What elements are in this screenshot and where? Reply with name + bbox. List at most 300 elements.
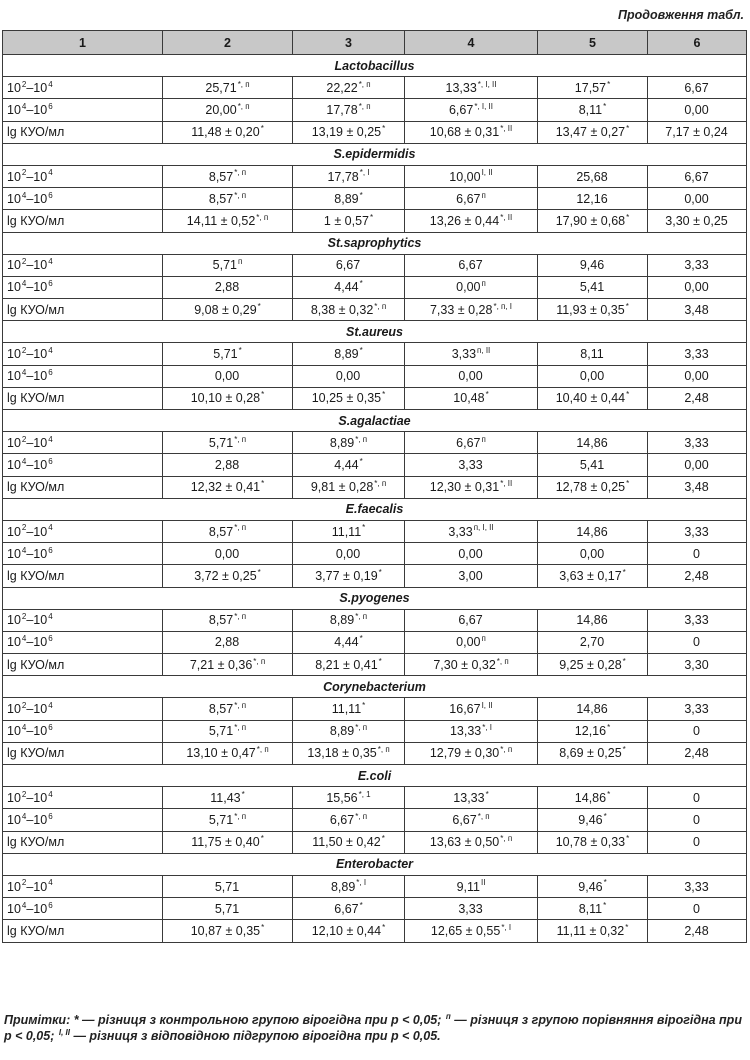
column-header: 6 xyxy=(648,31,747,55)
section-row xyxy=(3,55,747,77)
cell-value: 8,11 xyxy=(578,901,603,916)
section-row xyxy=(3,498,747,520)
significance-marker: *, I xyxy=(356,878,367,888)
table-cell xyxy=(293,165,405,187)
table-cell xyxy=(648,343,747,365)
label-text: 10 xyxy=(7,635,21,650)
table-cell xyxy=(293,920,405,942)
table-row xyxy=(3,787,747,809)
section-title: S.pyogenes xyxy=(3,587,747,609)
table-cell xyxy=(405,543,538,565)
cell-value: 5,71 xyxy=(212,258,237,273)
cell-value: 17,78 xyxy=(326,102,358,117)
table-cell xyxy=(648,831,747,853)
cell-value: 10,00 xyxy=(449,169,481,184)
significance-marker: * xyxy=(378,656,382,666)
table-row xyxy=(3,543,747,565)
label-text: –10 xyxy=(26,191,48,206)
cell-value: 0,00 xyxy=(214,369,240,384)
section-title: S.agalactiae xyxy=(3,410,747,432)
row-label xyxy=(3,165,163,187)
label-text: –10 xyxy=(26,546,48,561)
row-label xyxy=(3,520,163,542)
cell-value: 12,16 xyxy=(574,724,607,739)
row-label xyxy=(3,787,163,809)
label-exponent: 2 xyxy=(21,345,27,355)
significance-marker: *, п xyxy=(355,811,368,821)
cell-value: 0,00 xyxy=(214,546,240,561)
label-text: lg КУО/мл xyxy=(7,835,65,850)
cell-value: 3,00 xyxy=(458,568,483,583)
label-text: –10 xyxy=(26,613,48,628)
significance-marker: * xyxy=(359,900,363,910)
label-exponent: 2 xyxy=(21,257,27,267)
cell-value: 0,00 xyxy=(684,102,709,117)
column-header: 4 xyxy=(405,31,538,55)
label-text: 10 xyxy=(7,347,21,362)
table-cell xyxy=(648,875,747,897)
cell-value: 8,89 xyxy=(329,613,355,628)
significance-marker: *, п xyxy=(237,101,250,111)
significance-marker: *, п xyxy=(358,79,371,89)
row-label xyxy=(3,609,163,631)
cell-value: 17,90 ± 0,68 xyxy=(555,213,626,228)
table-cell xyxy=(405,809,538,831)
cell-value: 8,38 ± 0,32 xyxy=(310,302,374,317)
cell-value: 9,46 xyxy=(578,812,603,827)
significance-marker: * xyxy=(607,789,611,799)
significance-marker: * xyxy=(257,301,261,311)
table-cell xyxy=(405,99,538,121)
table-cell xyxy=(405,387,538,409)
cell-value: 4,44 xyxy=(334,635,359,650)
table-cell xyxy=(293,831,405,853)
cell-value: 0,00 xyxy=(579,546,605,561)
significance-marker: *, п xyxy=(500,834,513,843)
label-exponent: 2 xyxy=(21,789,27,799)
table-cell xyxy=(648,809,747,831)
significance-marker: * xyxy=(626,124,630,133)
notes-n-marker: п xyxy=(445,1011,451,1021)
significance-marker: * xyxy=(382,922,386,932)
label-text: 10 xyxy=(7,790,21,805)
significance-marker: п xyxy=(481,634,486,644)
label-text: 10 xyxy=(7,524,21,539)
table-cell xyxy=(163,254,293,276)
table-cell xyxy=(538,831,648,853)
cell-value: 0,00 xyxy=(335,369,361,384)
table-cell xyxy=(648,432,747,454)
label-text: lg КУО/мл xyxy=(7,746,65,761)
significance-marker: *, п xyxy=(374,479,387,488)
cell-value: 1 ± 0,57 xyxy=(323,213,369,228)
cell-value: 3,33 xyxy=(684,702,709,717)
table-row xyxy=(3,698,747,720)
continued-label: Продовження табл. xyxy=(618,8,744,22)
table-cell xyxy=(538,631,648,653)
significance-marker: *, I xyxy=(482,723,493,733)
label-text: 10 xyxy=(7,879,21,894)
cell-value: 0,00 xyxy=(684,457,709,472)
table-cell xyxy=(648,454,747,476)
label-exponent: 6 xyxy=(48,456,53,466)
cell-value: 25,68 xyxy=(576,169,608,184)
notes-prefix: Примітки: xyxy=(4,1013,74,1027)
cell-value: 7,17 ± 0,24 xyxy=(665,125,728,140)
table-cell xyxy=(163,476,293,498)
cell-value: 0 xyxy=(693,812,700,827)
cell-value: 5,71 xyxy=(208,724,234,739)
table-cell xyxy=(648,609,747,631)
cell-value: 13,33 xyxy=(453,790,485,805)
cell-value: 12,65 ± 0,55 xyxy=(430,923,501,938)
column-header: 5 xyxy=(538,31,648,55)
table-cell xyxy=(163,809,293,831)
table-cell xyxy=(293,787,405,809)
significance-marker: п xyxy=(238,257,243,267)
cell-value: 6,67 xyxy=(452,812,477,827)
table-cell xyxy=(405,343,538,365)
cell-value: 8,57 xyxy=(208,613,234,628)
section-row xyxy=(3,676,747,698)
significance-marker: * xyxy=(603,101,607,111)
cell-value: 6,67 xyxy=(458,258,483,273)
significance-marker: *, II xyxy=(500,479,513,488)
table-cell xyxy=(648,121,747,143)
label-text: –10 xyxy=(26,80,48,95)
cell-value: 16,67 xyxy=(449,702,481,717)
table-cell xyxy=(538,454,648,476)
cell-value: 6,67 xyxy=(684,80,709,95)
table-row xyxy=(3,365,747,387)
cell-value: 0 xyxy=(693,790,700,805)
table-cell xyxy=(648,476,747,498)
table-cell xyxy=(163,898,293,920)
label-text: –10 xyxy=(26,524,48,539)
label-exponent: 4 xyxy=(48,257,53,267)
table-cell xyxy=(648,387,747,409)
table-cell xyxy=(538,609,648,631)
table-cell xyxy=(405,121,538,143)
cell-value: 2,48 xyxy=(684,923,709,938)
significance-marker: *, п xyxy=(253,656,266,666)
cell-value: 9,25 ± 0,28 xyxy=(559,657,622,672)
table-cell xyxy=(538,343,648,365)
table-cell xyxy=(648,299,747,321)
cell-value: 5,71 xyxy=(214,901,240,916)
table-cell xyxy=(163,299,293,321)
cell-value: 6,67 xyxy=(329,812,355,827)
significance-marker: *, II xyxy=(500,212,513,222)
label-text: 10 xyxy=(7,702,21,717)
label-exponent: 2 xyxy=(21,523,27,533)
label-exponent: 4 xyxy=(21,723,27,733)
section-title: St.saprophytics xyxy=(3,232,747,254)
row-label xyxy=(3,720,163,742)
section-row xyxy=(3,410,747,432)
table-cell xyxy=(648,99,747,121)
table-cell xyxy=(538,365,648,387)
significance-marker: * xyxy=(603,878,607,888)
cell-value: 14,86 xyxy=(576,524,608,539)
label-exponent: 4 xyxy=(48,79,53,89)
table-cell xyxy=(538,99,648,121)
table-cell xyxy=(163,920,293,942)
label-text: lg КУО/мл xyxy=(7,213,65,228)
table-cell xyxy=(163,742,293,764)
label-exponent: 4 xyxy=(21,900,27,910)
row-label xyxy=(3,387,163,409)
row-label xyxy=(3,299,163,321)
significance-marker: * xyxy=(359,279,363,289)
cell-value: 2,88 xyxy=(214,635,240,650)
table-cell xyxy=(293,476,405,498)
cell-value: 13,10 ± 0,47 xyxy=(186,746,256,761)
label-text: 10 xyxy=(7,613,21,628)
label-text: –10 xyxy=(26,258,48,273)
section-title: St.aureus xyxy=(3,321,747,343)
cell-value: 12,10 ± 0,44 xyxy=(311,923,382,938)
data-table xyxy=(2,30,747,943)
cell-value: 3,30 ± 0,25 xyxy=(665,213,728,228)
table-cell xyxy=(405,454,538,476)
cell-value: 11,50 ± 0,42 xyxy=(312,835,381,850)
notes-i-text: — різниця з відповідною підгрупою вірогідна при p < 0,05. xyxy=(69,1029,441,1043)
cell-value: 6,67 xyxy=(334,901,359,916)
row-label xyxy=(3,698,163,720)
significance-marker: * xyxy=(362,523,366,533)
significance-marker: *, п xyxy=(496,656,509,666)
table-cell xyxy=(293,432,405,454)
cell-value: 9,11 xyxy=(456,879,480,894)
row-label xyxy=(3,920,163,942)
cell-value: 3,33 xyxy=(448,524,473,539)
table-header-row xyxy=(3,31,747,55)
table-cell xyxy=(538,520,648,542)
table-row xyxy=(3,520,747,542)
table-cell xyxy=(163,276,293,298)
cell-value: 13,18 ± 0,35 xyxy=(307,746,377,761)
row-label xyxy=(3,188,163,210)
cell-value: 13,47 ± 0,27 xyxy=(555,125,626,140)
row-label xyxy=(3,121,163,143)
cell-value: 3,48 xyxy=(684,480,709,495)
significance-marker: *, п xyxy=(234,190,247,200)
cell-value: 0,00 xyxy=(456,635,481,650)
cell-value: 22,22 xyxy=(326,80,358,95)
significance-marker: * xyxy=(603,811,607,821)
label-text: 10 xyxy=(7,191,21,206)
cell-value: 12,30 ± 0,31 xyxy=(429,480,500,495)
table-row xyxy=(3,299,747,321)
label-exponent: 4 xyxy=(48,168,53,178)
cell-value: 13,19 ± 0,25 xyxy=(311,125,382,140)
cell-value: 0,00 xyxy=(684,369,709,384)
label-text: –10 xyxy=(26,635,48,650)
significance-marker: * xyxy=(261,922,265,932)
table-cell xyxy=(163,565,293,587)
section-row xyxy=(3,143,747,165)
label-text: 10 xyxy=(7,901,21,916)
cell-value: 8,89 xyxy=(334,347,359,362)
table-cell xyxy=(293,454,405,476)
row-label xyxy=(3,77,163,99)
row-label xyxy=(3,343,163,365)
table-cell xyxy=(163,720,293,742)
significance-marker: * xyxy=(485,390,489,400)
notes-star-text: * — різниця з контрольною групою вірогідна при p < 0,05; xyxy=(73,1013,445,1027)
table-cell xyxy=(648,654,747,676)
table-row xyxy=(3,188,747,210)
significance-marker: * xyxy=(260,834,264,843)
row-label xyxy=(3,631,163,653)
table-cell xyxy=(405,920,538,942)
cell-value: 13,33 xyxy=(445,80,477,95)
cell-value: 9,08 ± 0,29 xyxy=(194,302,257,317)
cell-value: 3,33 xyxy=(684,347,709,362)
table-cell xyxy=(538,898,648,920)
significance-marker: * xyxy=(261,479,265,488)
cell-value: 6,67 xyxy=(458,613,483,628)
table-cell xyxy=(648,210,747,232)
significance-marker: * xyxy=(625,922,629,932)
cell-value: 10,40 ± 0,44 xyxy=(555,391,626,406)
row-label xyxy=(3,99,163,121)
significance-marker: I, II xyxy=(481,700,493,710)
table-cell xyxy=(163,210,293,232)
label-text: –10 xyxy=(26,790,48,805)
significance-marker: *, п xyxy=(355,612,368,622)
table-body xyxy=(3,55,747,943)
label-text: 10 xyxy=(7,169,21,184)
label-text: lg КУО/мл xyxy=(7,125,65,140)
cell-value: 5,41 xyxy=(579,280,605,295)
section-title: Enterobacter xyxy=(3,853,747,875)
table-cell xyxy=(405,520,538,542)
significance-marker: *, I, II xyxy=(477,79,497,89)
label-exponent: 6 xyxy=(48,279,53,289)
table-row xyxy=(3,875,747,897)
section-title: Corynebacterium xyxy=(3,676,747,698)
significance-marker: * xyxy=(359,456,363,466)
cell-value: 8,89 xyxy=(330,879,356,894)
row-label xyxy=(3,210,163,232)
table-cell xyxy=(163,831,293,853)
table-cell xyxy=(405,77,538,99)
table-cell xyxy=(538,565,648,587)
table-cell xyxy=(293,77,405,99)
table-row xyxy=(3,165,747,187)
section-title: S.epidermidis xyxy=(3,143,747,165)
table-cell xyxy=(293,809,405,831)
significance-marker: * xyxy=(625,301,629,311)
label-exponent: 2 xyxy=(21,168,27,178)
table-cell xyxy=(405,875,538,897)
label-exponent: 4 xyxy=(21,368,27,378)
table-cell xyxy=(648,520,747,542)
significance-marker: *, п xyxy=(234,723,247,733)
cell-value: 11,43 xyxy=(210,790,241,805)
cell-value: 3,48 xyxy=(684,302,709,317)
cell-value: 4,44 xyxy=(334,457,359,472)
label-exponent: 2 xyxy=(21,700,27,710)
table-cell xyxy=(405,631,538,653)
label-text: 10 xyxy=(7,102,21,117)
cell-value: 0,00 xyxy=(684,191,709,206)
label-text: –10 xyxy=(26,280,48,295)
cell-value: 10,25 ± 0,35 xyxy=(311,391,382,406)
table-cell xyxy=(405,299,538,321)
significance-marker: * xyxy=(359,345,363,355)
significance-marker: *, п xyxy=(234,811,247,821)
row-label xyxy=(3,831,163,853)
table-cell xyxy=(293,343,405,365)
label-text: 10 xyxy=(7,80,21,95)
table-cell xyxy=(293,609,405,631)
table-cell xyxy=(163,343,293,365)
table-row xyxy=(3,121,747,143)
label-text: 10 xyxy=(7,546,21,561)
table-row xyxy=(3,254,747,276)
cell-value: 8,57 xyxy=(208,191,234,206)
label-text: 10 xyxy=(7,435,21,450)
cell-value: 7,21 ± 0,36 xyxy=(189,657,253,672)
cell-value: 3,33 xyxy=(684,879,709,894)
label-text: –10 xyxy=(26,369,48,384)
table-row xyxy=(3,898,747,920)
cell-value: 5,71 xyxy=(208,812,234,827)
significance-marker: *, п xyxy=(500,745,513,755)
table-cell xyxy=(405,276,538,298)
cell-value: 6,67 xyxy=(684,169,709,184)
significance-marker: *, п xyxy=(234,612,247,622)
row-label xyxy=(3,365,163,387)
row-label xyxy=(3,476,163,498)
label-text: lg КУО/мл xyxy=(7,302,65,317)
table-cell xyxy=(163,188,293,210)
table-cell xyxy=(163,609,293,631)
significance-marker: * xyxy=(359,190,363,200)
label-exponent: 4 xyxy=(21,279,27,289)
label-text: lg КУО/мл xyxy=(7,568,65,583)
table-cell xyxy=(163,698,293,720)
table-cell xyxy=(293,520,405,542)
table-cell xyxy=(648,698,747,720)
significance-marker: * xyxy=(378,567,382,577)
cell-value: 8,89 xyxy=(329,435,355,450)
table-cell xyxy=(405,742,538,764)
significance-marker: п xyxy=(481,434,486,444)
significance-marker: * xyxy=(622,745,626,755)
table-cell xyxy=(293,720,405,742)
table-row xyxy=(3,920,747,942)
significance-marker: п, II xyxy=(477,345,491,355)
label-exponent: 6 xyxy=(48,723,53,733)
notes-n-text: — різниця з групою порівняння вірогідна при p < 0,05; xyxy=(4,1013,742,1043)
table-row xyxy=(3,831,747,853)
significance-marker: *, п xyxy=(237,79,250,89)
label-text: 10 xyxy=(7,280,21,295)
cell-value: 17,78 xyxy=(327,169,359,184)
row-label xyxy=(3,543,163,565)
label-text: –10 xyxy=(26,102,48,117)
significance-marker: * xyxy=(257,567,261,577)
table-row xyxy=(3,99,747,121)
cell-value: 8,11 xyxy=(578,102,603,117)
label-text: –10 xyxy=(26,169,48,184)
table-cell xyxy=(648,898,747,920)
cell-value: 0 xyxy=(693,724,700,739)
